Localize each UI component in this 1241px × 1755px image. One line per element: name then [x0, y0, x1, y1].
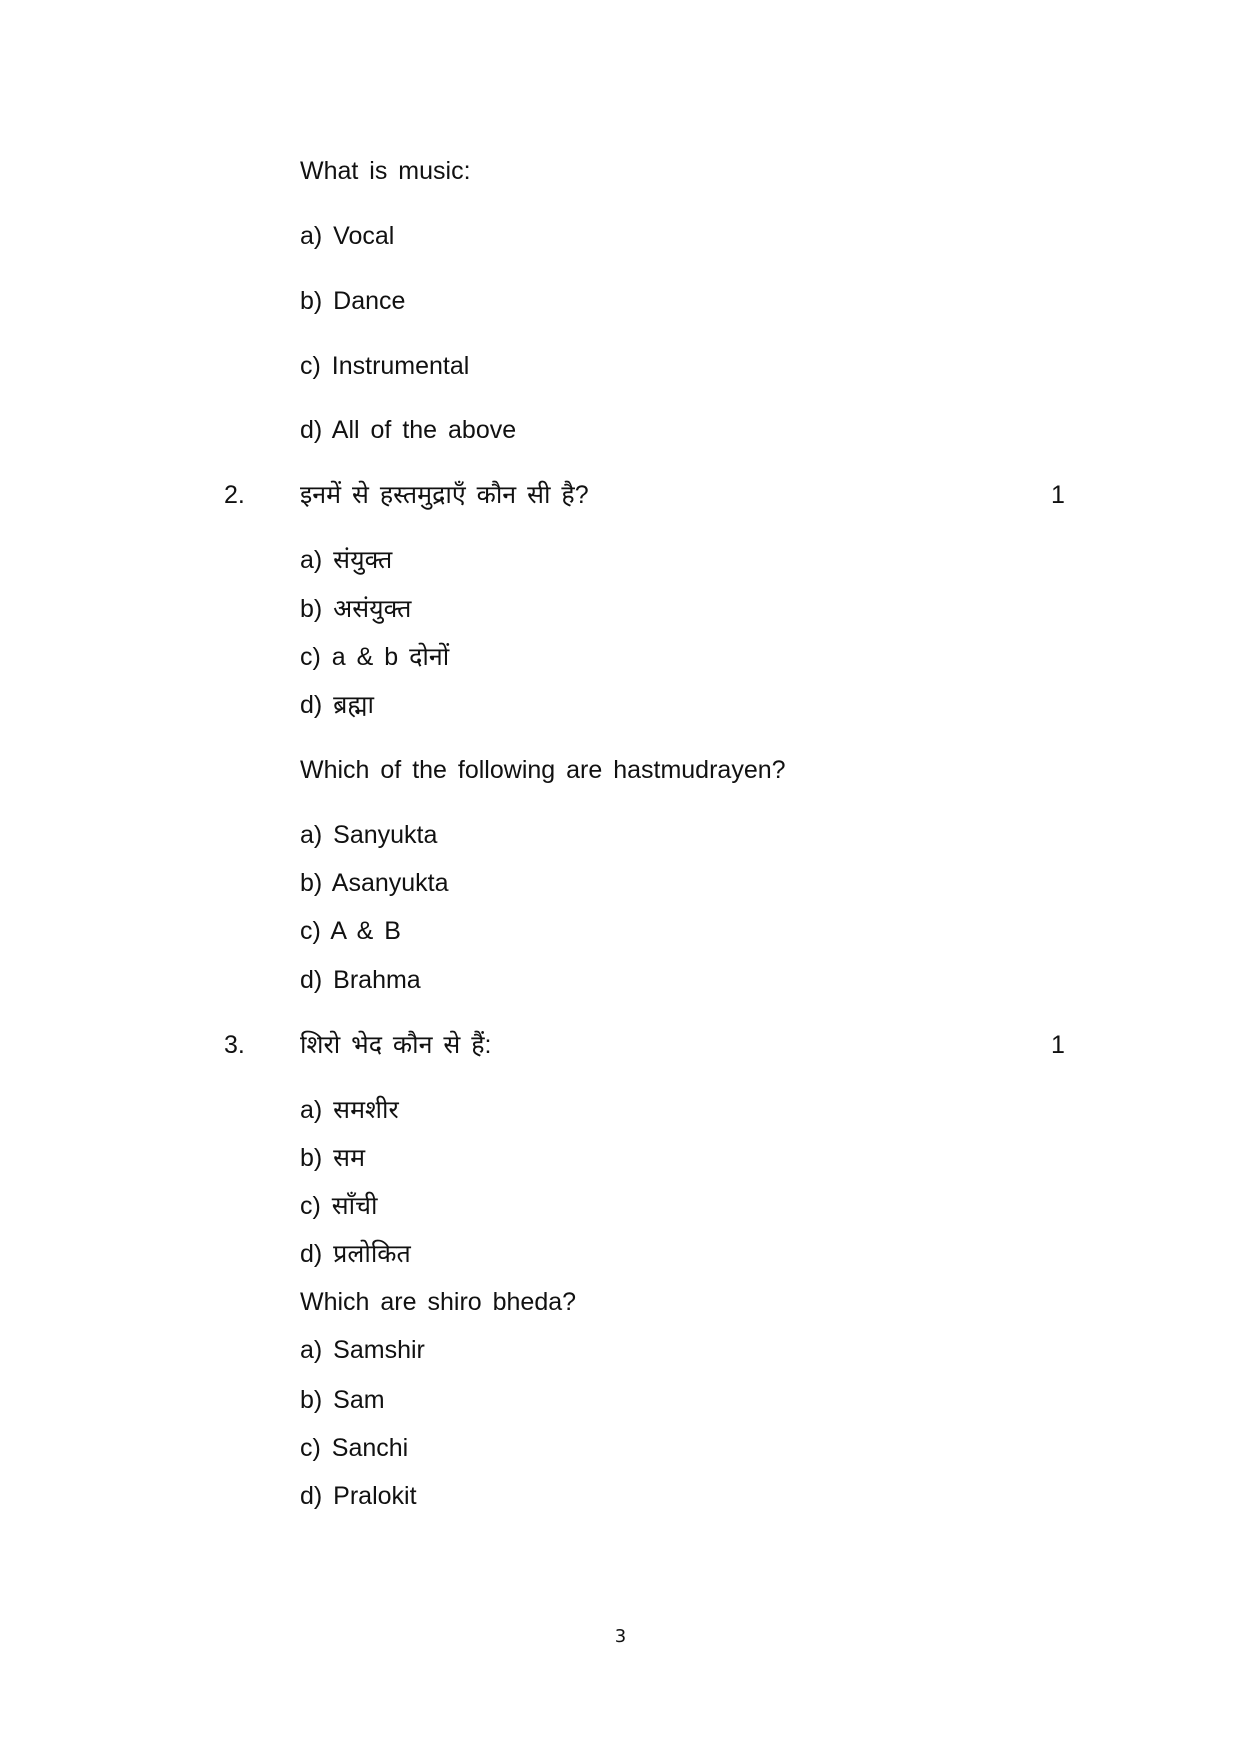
hindi-option-d: d) प्रलोकित [300, 1240, 411, 1268]
option-c: c) Instrumental [300, 352, 470, 380]
english-option-a: a) Sanyukta [300, 821, 438, 849]
option-a: a) Vocal [300, 222, 395, 250]
marks: 1 [1051, 1031, 1065, 1059]
option-b: b) Dance [300, 287, 406, 315]
marks: 1 [1051, 481, 1065, 509]
option-d: d) All of the above [300, 416, 517, 444]
hindi-option-a: a) संयुक्त [300, 546, 393, 574]
english-option-d: d) Pralokit [300, 1482, 417, 1510]
hindi-option-b: b) सम [300, 1144, 366, 1172]
hindi-question-text: इनमें से हस्तमुद्राएँ कौन सी है? [300, 481, 589, 509]
english-option-a: a) Samshir [300, 1336, 425, 1364]
english-option-c: c) Sanchi [300, 1434, 409, 1462]
hindi-option-d: d) ब्रह्मा [300, 691, 374, 719]
english-option-b: b) Asanyukta [300, 869, 449, 897]
question-number: 3. [224, 1031, 245, 1059]
english-question-text: Which of the following are hastmudrayen? [300, 756, 786, 784]
english-option-b: b) Sam [300, 1386, 385, 1414]
english-option-d: d) Brahma [300, 966, 421, 994]
hindi-option-c: c) साँची [300, 1192, 378, 1220]
hindi-option-c: c) a & b दोनों [300, 643, 450, 671]
hindi-question-text: शिरो भेद कौन से हैं: [300, 1031, 492, 1059]
hindi-option-b: b) असंयुक्त [300, 595, 412, 623]
hindi-option-a: a) समशीर [300, 1096, 399, 1124]
page-number: 3 [614, 1626, 627, 1647]
english-option-c: c) A & B [300, 917, 401, 945]
english-question-text: Which are shiro bheda? [300, 1288, 577, 1316]
question-text: What is music: [300, 157, 471, 185]
question-number: 2. [224, 481, 245, 509]
